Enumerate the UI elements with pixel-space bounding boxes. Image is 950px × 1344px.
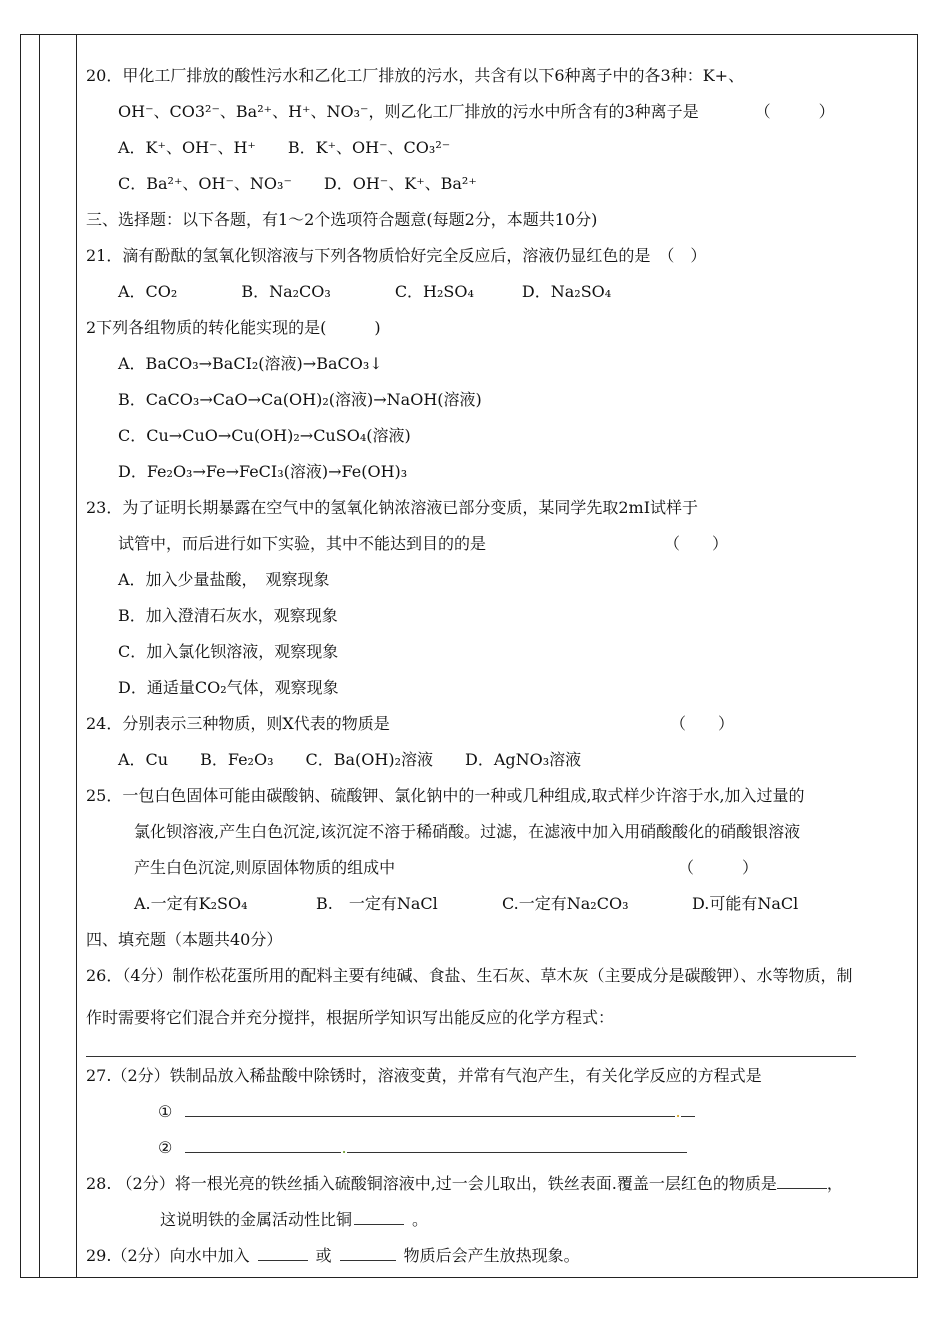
q29-blank-2[interactable] <box>340 1246 396 1261</box>
q22-option-c: C．Cu→CuO→Cu(OH)₂→CuSO₄(溶液) <box>118 426 411 445</box>
section3-heading: 三、选择题：以下各题，有1～2个选项符合题意(每题2分，本题共10分) <box>86 210 598 229</box>
stray-dot: . <box>675 1102 681 1121</box>
q23-answer-bracket: （ ） <box>664 534 729 553</box>
q23-option-b: B．加入澄清石灰水，观察现象 <box>118 606 338 625</box>
q25-option-c: C.一定有Na₂CO₃ <box>502 894 629 913</box>
q23-stem-2: 试管中，而后进行如下实验，其中不能达到目的的是 <box>118 534 487 553</box>
q29-blank-1[interactable] <box>258 1246 308 1261</box>
q27-blank-1[interactable] <box>185 1102 675 1117</box>
q22-option-a: A．BaCO₃→BaCI₂(溶液)→BaCO₃↓ <box>118 354 383 373</box>
q20-options-ab: A．K⁺、OH⁻、H⁺ B．K⁺、OH⁻、CO₃²⁻ <box>118 138 451 157</box>
q27-answer-1 <box>158 1102 695 1122</box>
section4-heading: 四、填充题（本题共40分） <box>86 930 283 949</box>
q25-option-d: D.可能有NaCl <box>692 894 799 913</box>
q22-stem: 2下列各组物质的转化能实现的是( ) <box>86 318 381 337</box>
q23-option-d: D．通适量CO₂气体，观察现象 <box>118 678 339 697</box>
q23-option-a: A．加入少量盐酸， 观察现象 <box>118 570 330 589</box>
margin-rule-2 <box>76 34 77 1278</box>
q24-stem: 24．分别表示三种物质，则X代表的物质是 <box>86 714 390 733</box>
q27-marker-2: ② <box>158 1138 173 1157</box>
q25-stem-3: 产生白色沉淀,则原固体物质的组成中 <box>134 858 396 877</box>
q25-answer-bracket: （ ） <box>678 858 759 877</box>
q25-stem-1: 25．一包白色固体可能由碳酸钠、硫酸钾、氯化钠中的一种或几种组成,取式样少许溶于水,加入过量的 <box>86 786 805 805</box>
q25-option-b: B. 一定有NaCl <box>316 894 438 913</box>
q22-option-b: B．CaCO₃→CaO→Ca(OH)₂(溶液)→NaOH(溶液) <box>118 390 482 409</box>
q26-line2: 作时需要将它们混合并充分搅拌，根据所学知识写出能反应的化学方程式： <box>86 1008 615 1027</box>
q25-option-a: A.一定有K₂SO₄ <box>134 894 248 913</box>
margin-rule-1 <box>39 34 40 1278</box>
q27-stem: 27.（2分）铁制品放入稀盐酸中除锈时，溶液变黄，并常有气泡产生，有关化学反应的方程式是 <box>86 1066 762 1085</box>
q21-options: A．CO₂ B．Na₂CO₃ C．H₂SO₄ D．Na₂SO₄ <box>118 282 612 301</box>
q26-line1: 26．（4分）制作松花蛋所用的配料主要有纯碱、食盐、生石灰、草木灰（主要成分是碳酸钾）、水等物质，制 <box>86 966 853 985</box>
q28-line2: 这说明铁的金属活动性比铜 。 <box>160 1210 429 1229</box>
q28-blank-2[interactable] <box>354 1210 404 1225</box>
q27-answer-2 <box>158 1138 687 1158</box>
q27-marker-1: ① <box>158 1102 173 1121</box>
q26-answer-line[interactable] <box>86 1056 856 1057</box>
q24-answer-bracket: （ ） <box>670 714 735 733</box>
q20-line1: 20．甲化工厂排放的酸性污水和乙化工厂排放的污水，共含有以下6种离子中的各3种：K+、 <box>86 66 745 85</box>
q22-option-d: D．Fe₂O₃→Fe→FeCI₃(溶液)→Fe(OH)₃ <box>118 462 408 481</box>
stray-dot: . <box>341 1138 347 1157</box>
q28-line1: 28. （2分）将一根光亮的铁丝插入硫酸铜溶液中,过一会儿取出，铁丝表面.覆盖一层红色的物质是 ， <box>86 1174 843 1193</box>
q20-line2: OH⁻、CO3²⁻、Ba²⁺、H⁺、NO₃⁻，则乙化工厂排放的污水中所含有的3种离子是 （ ） <box>118 102 835 121</box>
q28-blank-1[interactable] <box>777 1174 827 1189</box>
q23-stem-1: 23．为了证明长期暴露在空气中的氢氧化钠浓溶液已部分变质，某同学先取2mI试样于 <box>86 498 699 517</box>
q21-stem: 21．滴有酚酞的氢氧化钡溶液与下列各物质恰好完全反应后，溶液仍显红色的是 （ ） <box>86 246 707 265</box>
q23-option-c: C．加入氯化钡溶液，观察现象 <box>118 642 339 661</box>
q29-line: 29.（2分）向水中加入 或 物质后会产生放热现象。 <box>86 1246 580 1265</box>
q25-stem-2: 氯化钡溶液,产生白色沉淀,该沉淀不溶于稀硝酸。过滤，在滤液中加入用硝酸酸化的硝酸银溶液 <box>134 822 801 841</box>
q20-options-cd: C．Ba²⁺、OH⁻、NO₃⁻ D．OH⁻、K⁺、Ba²⁺ <box>118 174 477 193</box>
q27-blank-2[interactable] <box>185 1138 341 1153</box>
q24-options: A．Cu B．Fe₂O₃ C．Ba(OH)₂溶液 D．AgNO₃溶液 <box>118 750 582 769</box>
